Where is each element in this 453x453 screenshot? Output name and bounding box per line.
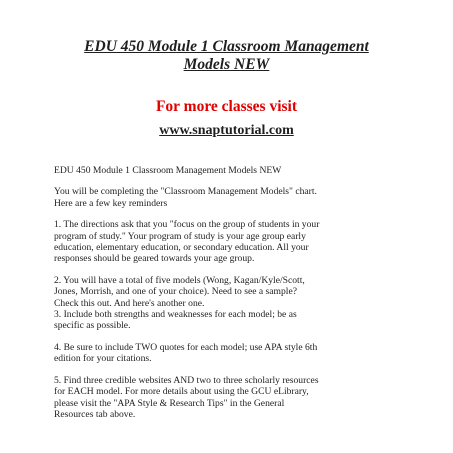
paragraph-item-5: 5. Find three credible websites AND two to three scholarly resources for EACH model. For more details about using the GCU eLibrary, please visit the "APA Style & Research Tips" in the General Resources tab above. xyxy=(54,374,319,420)
title-line-2: Models NEW xyxy=(183,56,270,73)
document-title xyxy=(40,38,413,74)
promo-text: For more classes visit xyxy=(155,98,298,115)
document-body xyxy=(54,165,409,430)
paragraph-heading: EDU 450 Module 1 Classroom Management Models NEW xyxy=(54,165,282,176)
website-link[interactable]: www.snaptutorial.com xyxy=(159,123,294,138)
paragraph-intro: You will be completing the "Classroom Management Models" chart. Here are a few key reminders xyxy=(54,186,317,209)
paragraph-item-4: 4. Be sure to include TWO quotes for each model; use APA style 6th edition for your citations. xyxy=(54,341,318,365)
paragraph-item-2: 2. You will have a total of five models (Wong, Kagan/Kyle/Scott, Jones, Morrish, and one of your choice). Need to see a sample? Check this out. And here's another one. xyxy=(54,274,305,309)
paragraph-item-3: 3. Include both strengths and weaknesses for each model; be as specific as possible. xyxy=(54,309,297,332)
paragraph-item-1: 1. The directions ask that you "focus on the group of students in your program of study." Your program of study is your age group early education, elementary education, or secondary education. All your responses should be geared towards your age group. xyxy=(54,219,320,265)
title-line-1: EDU 450 Module 1 Classroom Management xyxy=(84,38,369,55)
